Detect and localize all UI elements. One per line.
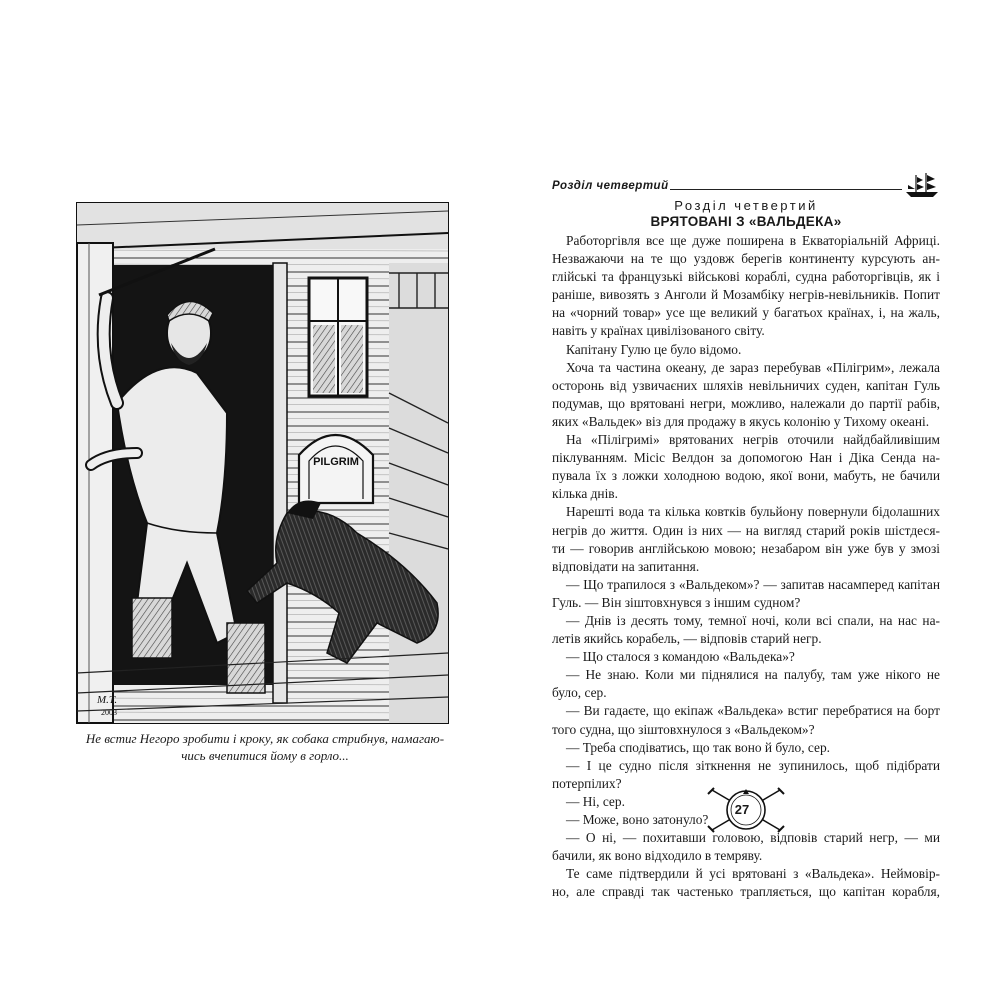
body-line: осторонь від узвичаєних шляхів невільничих суден, капітан Гуль [552, 377, 940, 393]
body-line: Нарешті вода та кілька ковтків бульйону повернули бідолашних [566, 504, 940, 520]
body-line: глійські та французькі військові кораблі, судна работоргівців, як і [552, 269, 940, 285]
body-line: Незважаючи на те що уздовж берегів континенту курсують ан- [552, 251, 940, 267]
body-line: — Ви гадаєте, що екіпаж «Вальдека» встиг перебратися на борт [566, 703, 940, 719]
body-line: Капітану Гулю це було відомо. [566, 341, 742, 357]
body-line: пувала їх з ложки холодною водою, якої вони, мабуть, не бачили [552, 468, 940, 484]
running-head-title: Розділ четвертий [552, 180, 669, 192]
body-line: було, сер. [552, 685, 607, 701]
body-line: Гуль. — Він зіштовхнувся з іншим судном? [552, 594, 801, 610]
body-line: ти — говорив англійською мовою; незабаром він уже був у змозі [552, 540, 940, 556]
body-line: раніше, вивозять з Анголи й Мозамбіку негрів-невільників. Попит [552, 287, 940, 303]
body-line: — О ні, — похитавши головою, відповів старий негр, — ми [566, 830, 940, 846]
running-head-rule [670, 189, 902, 190]
body-line: потерпілих? [552, 775, 622, 791]
body-line: — Може, воно затонуло? [566, 812, 709, 827]
running-head [552, 176, 940, 200]
body-line: Хоча та частина океану, де зараз перебував «Пілігрим», лежала [566, 359, 940, 375]
body-line: на «чорний товар» усе ще великий у багатьох країнах, і, на жаль, [552, 305, 940, 321]
body-line: но, але справді так частенько трапляється, що капітан корабля, [552, 884, 940, 900]
body-line: подумав, що врятовані негри, можливо, належали до партії рабів, [552, 395, 940, 411]
caption-line: Не встиг Негоро зробити і кроку, як собака стрибнув, намагаю- [85, 731, 445, 746]
body-line: бачили, як воно відходило в темряву. [552, 848, 763, 864]
illustration-caption [70, 730, 460, 764]
body-line: — Ні, сер. [566, 793, 625, 809]
body-line: летів якийсь корабель, — відповів старий негр. [552, 631, 822, 647]
caption-line: чись вчепитися йому в горло... [181, 748, 349, 763]
artist-signature: M.Т. [97, 694, 118, 706]
body-line: негрів до життя. Один із них — на вигляд старий років шістдеся- [552, 522, 940, 538]
body-line: — Треба сподіватись, що так воно й було, сер. [566, 739, 830, 755]
body-line: того судна, що зіштовхнулося з «Вальдеком»? [552, 721, 815, 737]
body-line: — Що трапилося з «Вальдеком»? — запитав насамперед капітан [566, 576, 940, 592]
body-line: На «Пілігримі» врятованих негрів оточили найдбайливішим [566, 432, 940, 448]
body-line: — І це судно після зіткнення не зупинилось, щоб підібрати [566, 757, 940, 773]
body-line: Те саме підтвердили й усі врятовані з «Вальдека». Неймовір- [566, 866, 940, 882]
body-line: — Днів із десять тому, темної ночі, коли всі спали, на нас на- [566, 612, 940, 628]
body-line: кілька днів. [552, 486, 618, 502]
body-line: відповідати на запитання. [552, 558, 700, 574]
ship-icon [904, 172, 940, 198]
chapter-illustration [76, 202, 449, 724]
body-line: навіть у країнах цивілізованого світу. [552, 323, 765, 339]
artist-signature-year: 2003 [101, 708, 117, 717]
illustration-drawing [77, 203, 448, 723]
body-line: — Не знаю. Коли ми піднялися на палубу, там уже нікого не [566, 667, 940, 683]
body-line: яких «Вальдек» віз для продажу в якусь колонію у Тихому океані. [552, 413, 930, 429]
body-line: Работоргівля все ще дуже поширена в Екваторіальній Африці. [566, 233, 940, 248]
chapter-title: ВРЯТОВАНІ З «ВАЛЬДЕКА» [650, 214, 842, 229]
pilgrim-sign-text: PILGRIM [313, 456, 359, 468]
body-line: піклуванням. Місіс Велдон за допомогою Нан і Діка Сенда на- [552, 450, 940, 466]
page-number: 27 [734, 802, 750, 817]
chapter-label: Розділ четвертий [674, 198, 818, 213]
body-line: — Що сталося з командою «Вальдека»? [566, 649, 795, 665]
